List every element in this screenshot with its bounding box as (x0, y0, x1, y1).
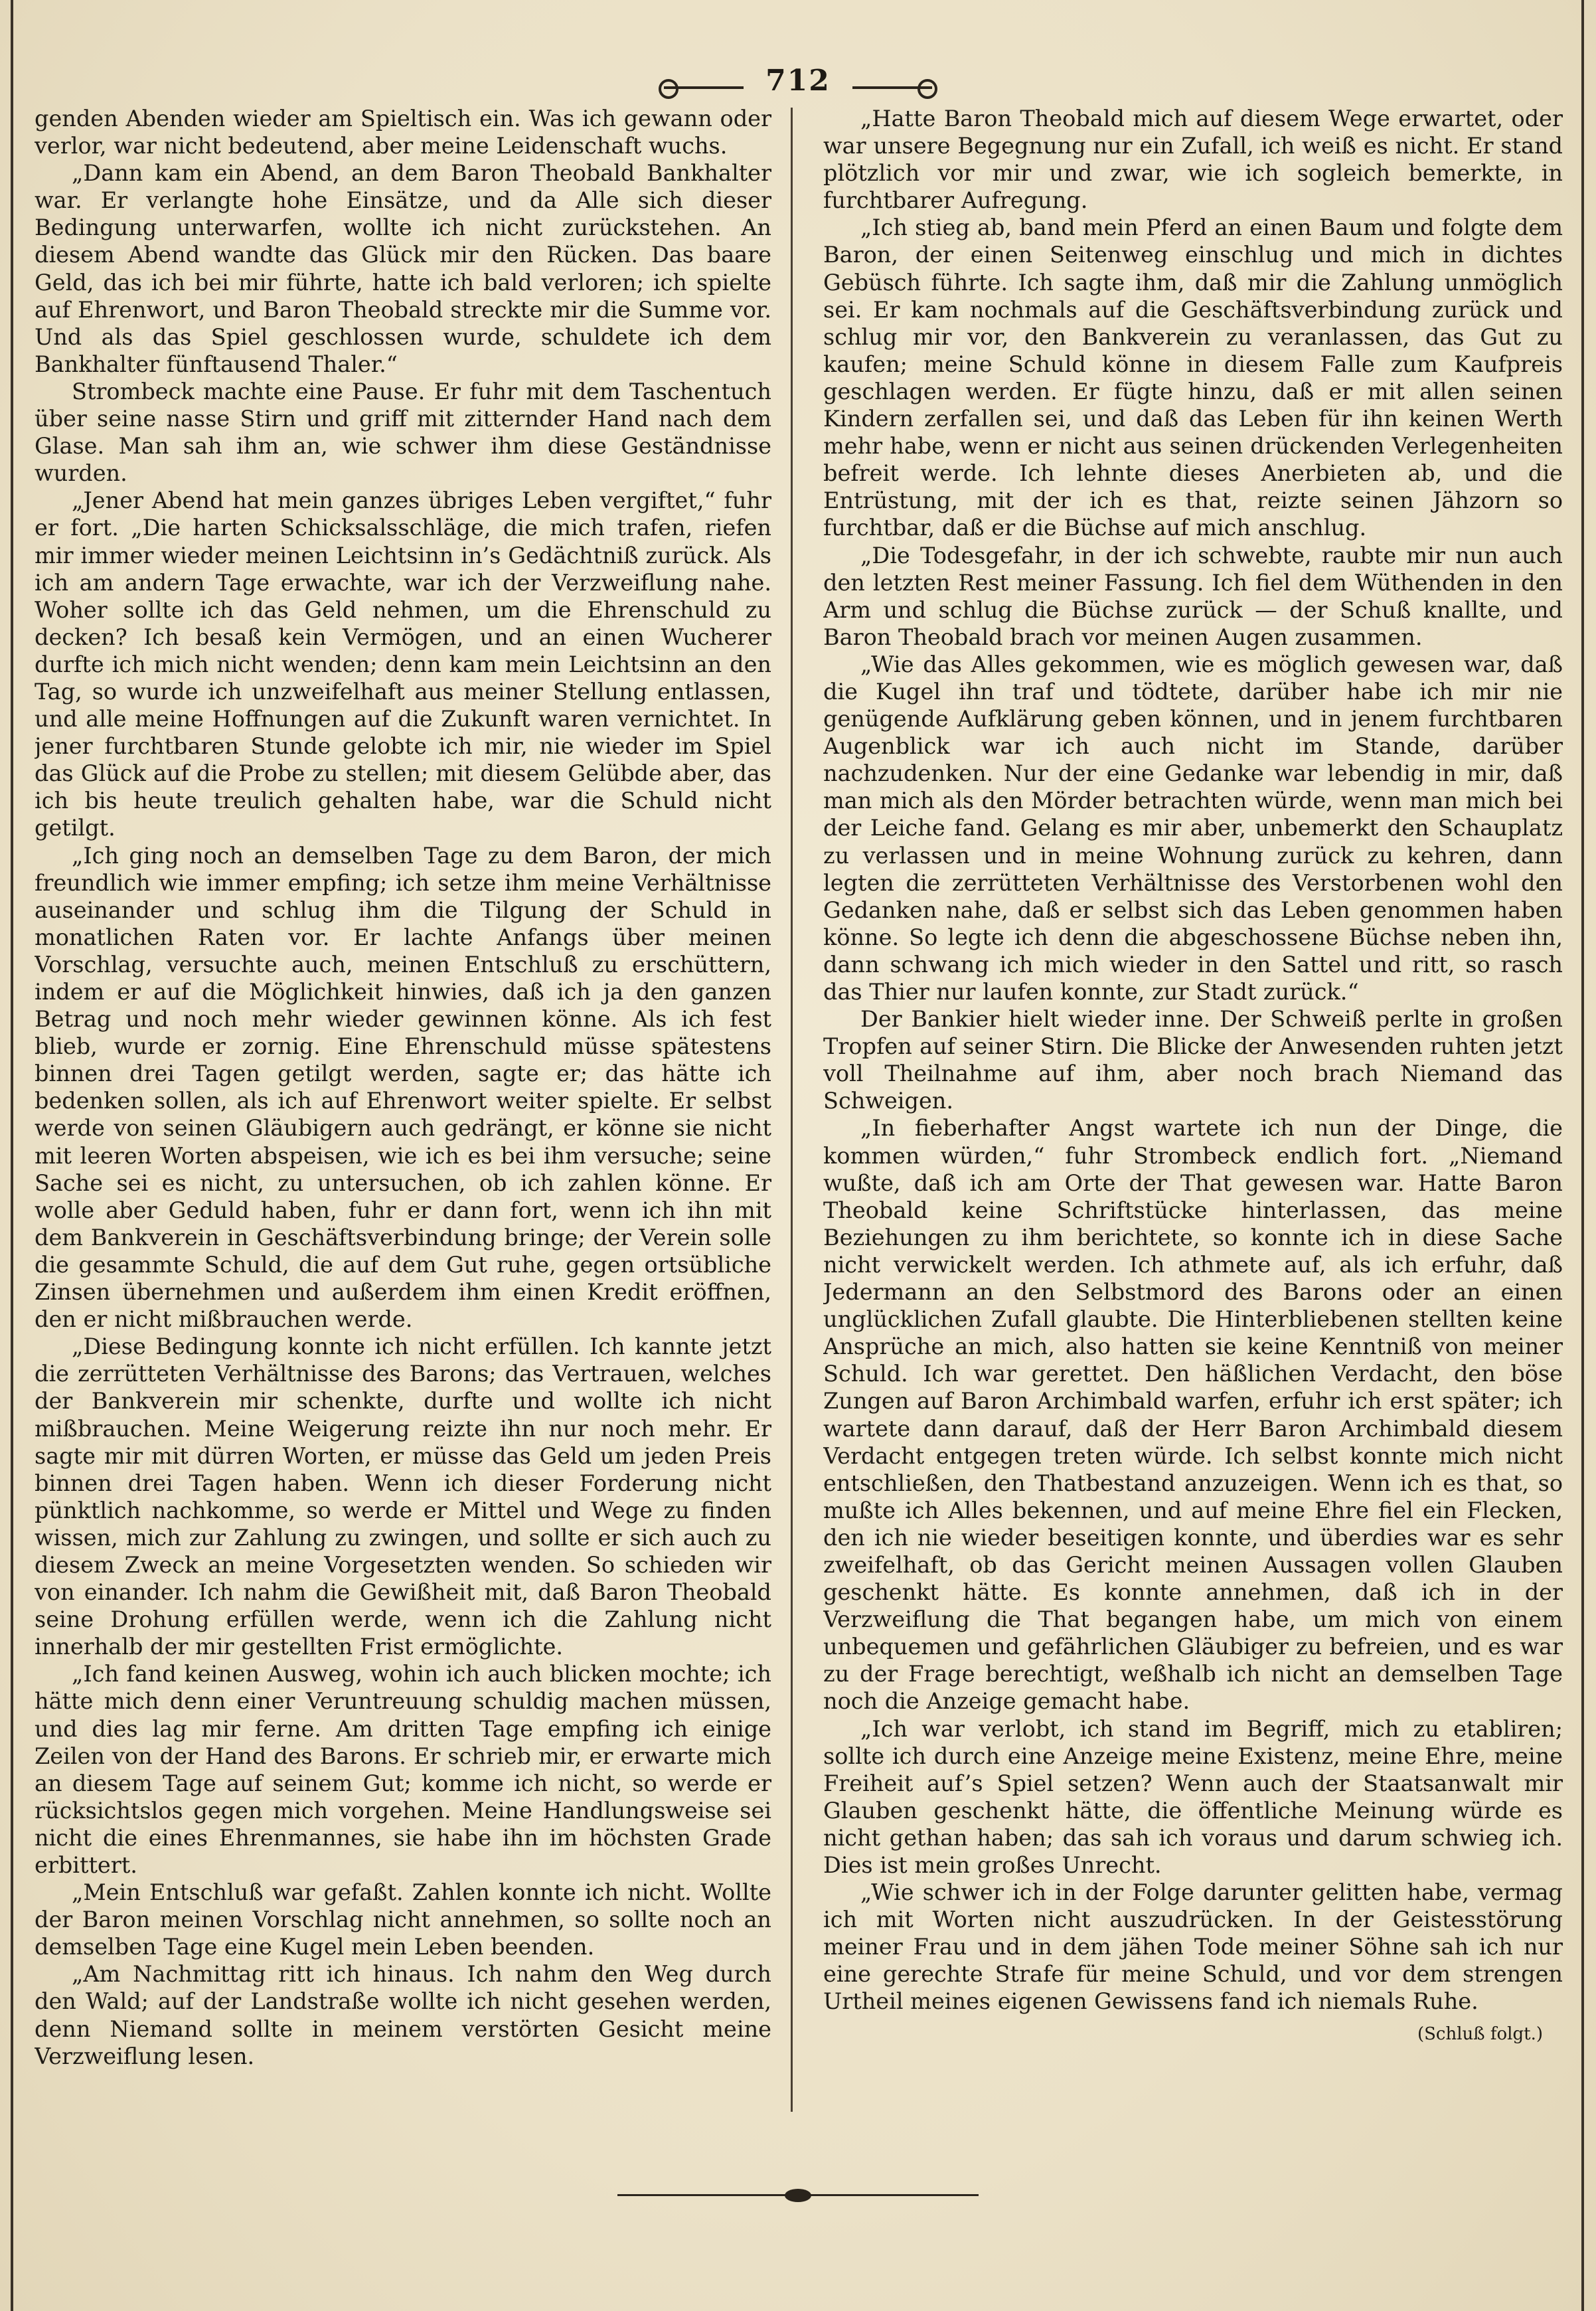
continuation-note: (Schluß folgt.) (1417, 2023, 1543, 2044)
paragraph: „Ich stieg ab, band mein Pferd an einen Baum und folgte dem Baron, der einen Seitenweg einschlug und mich in dichtes Gebüsch führte. Ich sagte ihm, daß mir die Zahlung unmöglich sei. Er kam nochmals auf die Geschäftsverbindung zurück und schlug mir vor, den Bankverein zu veranlassen, das Gut zu kaufen; meine Schuld könne in diesem Falle zum Kaufpreis geschlagen werden. Er fügte hinzu, daß er mit allen seinen Kindern zerfallen sei, und daß das Leben für ihn keinen Werth mehr habe, wenn er nicht aus seinen drückenden Verlegenheiten befreit werde. Ich lehnte dieses Anerbieten ab, und die Entrüstung, mit der ich es that, reizte seinen Jähzorn so furchtbar, daß er die Büchse auf mich anschlug. (823, 214, 1563, 541)
paragraph: „Dann kam ein Abend, an dem Baron Theobald Bankhalter war. Er verlangte hohe Einsätze, und da Alle sich dieser Bedingung unterwarfen, wollte ich nicht zurückstehen. An diesem Abend wandte das Glück mir den Rücken. Das baare Geld, das ich bei mir führte, hatte ich bald verloren; ich spielte auf Ehrenwort, und Baron Theobald streckte mir die Summe vor. Und als das Spiel geschlossen wurde, schuldete ich dem Bankhalter fünftausend Thaler.“ (35, 160, 771, 377)
column-divider (791, 108, 793, 2112)
header-ornament-right (852, 86, 932, 89)
paragraph: „Ich fand keinen Ausweg, wohin ich auch blicken mochte; ich hätte mich denn einer Veruntreuung schuldig machen müssen, und dies lag mir ferne. Am dritten Tage empfing ich einige Zeilen von der Hand des Barons. Er schrieb mir, er erwarte mich an diesem Tage auf seinem Gut; komme ich nicht, so werde er rücksichtslos gegen mich vorgehen. Meine Handlungsweise sei nicht die eines Ehrenmannes, sie habe ihn im höchsten Grade erbittert. (35, 1661, 771, 1878)
paragraph: genden Abenden wieder am Spieltisch ein. Was ich gewann oder verlor, war nicht bedeutend, aber meine Leidenschaft wuchs. (35, 106, 771, 159)
page-edge-left (11, 0, 13, 2311)
paragraph: „Am Nachmittag ritt ich hinaus. Ich nahm den Weg durch den Wald; auf der Landstraße wollte ich nicht gesehen werden, denn Niemand sollte in meinem verstörten Gesicht meine Verzweiflung lesen. (35, 1961, 771, 2069)
page-header (0, 61, 1596, 101)
paragraph: „Mein Entschluß war gefaßt. Zahlen konnte ich nicht. Wollte der Baron meinen Vorschlag nicht annehmen, so sollte noch an demselben Tage eine Kugel mein Leben beenden. (35, 1879, 771, 1960)
paragraph: Strombeck machte eine Pause. Er fuhr mit dem Taschentuch über seine nasse Stirn und griff mit zitternder Hand nach dem Glase. Man sah ihm an, wie schwer ihm diese Geständnisse wurden. (35, 378, 771, 487)
left-column (35, 105, 771, 2157)
page-edge-right (1581, 0, 1584, 2311)
paragraph: „Die Todesgefahr, in der ich schwebte, raubte mir nun auch den letzten Rest meiner Fassung. Ich fiel dem Wüthenden in den Arm und schlug die Büchse zurück — der Schuß knallte, und Baron Theobald brach vor meinen Augen zusammen. (823, 542, 1563, 650)
paragraph: „Wie schwer ich in der Folge darunter gelitten habe, vermag ich mit Worten nicht auszudrücken. In der Geistesstörung meiner Frau und in dem jähen Tode meiner Söhne sah ich nur eine gerechte Strafe für meine Schuld, und vor dem strengen Urtheil meines eigenen Gewissens fand ich niemals Ruhe. (823, 1879, 1563, 2015)
header-ornament-left (664, 86, 744, 89)
paragraph: „Wie das Alles gekommen, wie es möglich gewesen war, daß die Kugel ihn traf und tödtete, darüber habe ich mir nie genügende Aufklärung geben können, und in jenem furchtbaren Augenblick war ich auch nicht im Stande, darüber nachzudenken. Nur der eine Gedanke war lebendig in mir, daß man mich als den Mörder betrachten würde, wenn man mich bei der Leiche fand. Gelang es mir aber, unbemerkt den Schauplatz zu verlassen und in meine Wohnung zurück zu kehren, dann legten die zerrütteten Verhältnisse des Verstorbenen wohl den Gedanken nahe, daß er selbst sich das Leben genommen haben könne. So legte ich denn die abgeschossene Büchse neben ihn, dann schwang ich mich wieder in den Sattel und ritt, so rasch das Thier nur laufen konnte, zur Stadt zurück.“ (823, 651, 1563, 1005)
right-column (823, 105, 1563, 2157)
paragraph: „Diese Bedingung konnte ich nicht erfüllen. Ich kannte jetzt die zerrütteten Verhältnisse des Barons; das Vertrauen, welches der Bankverein mir schenkte, durfte und wollte ich nicht mißbrauchen. Meine Weigerung reizte ihn nur noch mehr. Er sagte mir mit dürren Worten, er müsse das Geld um jeden Preis binnen drei Tagen haben. Wenn ich dieser Forderung nicht pünktlich nachkomme, so werde er Mittel und Wege zu finden wissen, mich zur Zahlung zu zwingen, und sollte er sich auch zu diesem Zweck an meine Vorgesetzten wenden. So schieden wir von einander. Ich nahm die Gewißheit mit, daß Baron Theobald seine Drohung erfüllen werde, wenn ich die Zahlung nicht innerhalb der mir gestellten Frist ermöglichte. (35, 1333, 771, 1660)
paragraph: „Ich ging noch an demselben Tage zu dem Baron, der mich freundlich wie immer empfing; ich setze ihm meine Verhältnisse auseinander und schlug ihm die Tilgung der Schuld in monatlichen Raten vor. Er lachte Anfangs über meinen Vorschlag, versuchte auch, meinen Entschluß zu erschüttern, indem er auf die Möglichkeit hinwies, daß ich ja den ganzen Betrag und noch mehr wieder gewinnen könne. Als ich fest blieb, wurde er zornig. Eine Ehrenschuld müsse spätestens binnen drei Tagen getilgt werden, sagte er; das hätte ich bedenken sollen, als ich auf Ehrenwort weiter spielte. Er selbst werde von seinen Gläubigern auch gedrängt, er könne sie nicht mit leeren Worten abspeisen, wie ich es bei ihm versuche; seine Sache sei es nicht, zu untersuchen, ob ich zahlen könne. Er wolle aber Geduld haben, fuhr er dann fort, wenn ich ihn mit dem Bankverein in Geschäftsverbindung bringe; der Verein solle die gesammte Schuld, die auf dem Gut ruhe, gegen ortsübliche Zinsen übernehmen und außerdem ihm einen Kredit eröffnen, den er nicht mißbrauchen werde. (35, 842, 771, 1333)
bottom-ornament-rule (617, 2189, 979, 2202)
page-number: 712 (765, 64, 831, 98)
paragraph: „Ich war verlobt, ich stand im Begriff, mich zu etabliren; sollte ich durch eine Anzeige meine Existenz, meine Ehre, meine Freiheit auf’s Spiel setzen? Wenn auch der Staatsanwalt mir Glauben geschenkt hätte, die öffentliche Meinung würde es nicht gethan haben; das sah ich voraus und darum schwieg ich. Dies ist mein großes Unrecht. (823, 1715, 1563, 1878)
paragraph: „In fieberhafter Angst wartete ich nun der Dinge, die kommen würden,“ fuhr Strombeck endlich fort. „Niemand wußte, daß ich am Orte der That gewesen war. Hatte Baron Theobald keine Schriftstücke hinterlassen, das meine Beziehungen zu ihm berichtete, so konnte ich in diese Sache nicht verwickelt werden. Ich athmete auf, als ich erfuhr, daß Jedermann an den Selbstmord des Barons oder an einen unglücklichen Zufall glaubte. Die Hinterbliebenen stellten keine Ansprüche an mich, also hatten sie keine Kenntniß von meiner Schuld. Ich war gerettet. Den häßlichen Verdacht, den böse Zungen auf Baron Archimbald warfen, erfuhr ich erst später; ich wartete dann darauf, daß der Herr Baron Archimbald diesem Verdacht entgegen treten würde. Ich selbst konnte mich nicht entschließen, den Thatbestand anzuzeigen. Wenn ich es that, so mußte ich Alles bekennen, und auf meine Ehre fiel ein Flecken, den ich nie wieder beseitigen konnte, und überdies war es sehr zweifelhaft, ob das Gericht meinen Aussagen vollen Glauben geschenkt hätte. Es konnte annehmen, daß ich in der Verzweiflung die That begangen habe, um mich von einem unbequemen und gefährlichen Gläubiger zu befreien, und es war zu der Frage berechtigt, weßhalb ich nicht an demselben Tage noch die Anzeige gemacht habe. (823, 1115, 1563, 1715)
paragraph: „Hatte Baron Theobald mich auf diesem Wege erwartet, oder war unsere Begegnung nur ein Zufall, ich weiß es nicht. Er stand plötzlich vor mir und zwar, wie ich sogleich bemerkte, in furchtbarer Aufregung. (823, 106, 1563, 214)
paragraph: „Jener Abend hat mein ganzes übriges Leben vergiftet,“ fuhr er fort. „Die harten Schicksalsschläge, die mich trafen, riefen mir immer wieder meinen Leichtsinn in’s Gedächtniß zurück. Als ich am andern Tage erwachte, war ich der Verzweiflung nahe. Woher sollte ich das Geld nehmen, um die Ehrenschuld zu decken? Ich besaß kein Vermögen, und an einen Wucherer durfte ich mich nicht wenden; denn kam mein Leichtsinn an den Tag, so wurde ich unzweifelhaft aus meiner Stellung entlassen, und alle meine Hoffnungen auf die Zukunft waren vernichtet. In jener furchtbaren Stunde gelobte ich mir, nie wieder im Spiel das Glück auf die Probe zu stellen; mit diesem Gelübde aber, das ich bis heute treulich gehalten habe, war die Schuld nicht getilgt. (35, 487, 771, 841)
paragraph: Der Bankier hielt wieder inne. Der Schweiß perlte in großen Tropfen auf seiner Stirn. Die Blicke der Anwesenden ruhten jetzt voll Theilnahme auf ihm, aber noch brach Niemand das Schweigen. (823, 1006, 1563, 1114)
